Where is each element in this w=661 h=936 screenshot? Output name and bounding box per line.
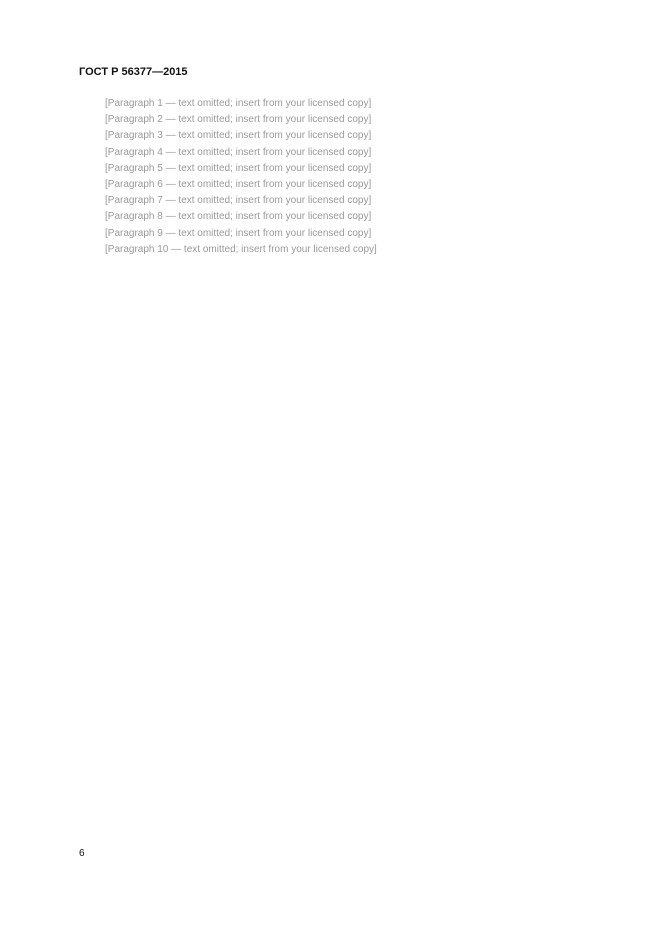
body-paragraph: [Paragraph 1 — text omitted; insert from your licensed copy]: [105, 98, 372, 109]
page-number: 6: [79, 848, 85, 859]
body-paragraph: [Paragraph 5 — text omitted; insert from your licensed copy]: [105, 162, 372, 174]
body-paragraph: [Paragraph 10 — text omitted; insert from your licensed copy]: [105, 243, 377, 255]
body-paragraph: [Paragraph 6 — text omitted; insert from your licensed copy]: [105, 179, 372, 191]
body-paragraph: [Paragraph 9 — text omitted; insert from your licensed copy]: [105, 227, 372, 239]
body-paragraph: [Paragraph 7 — text omitted; insert from your licensed copy]: [105, 195, 372, 207]
document-header: ГОСТ Р 56377—2015: [79, 66, 188, 78]
body-paragraph: [Paragraph 4 — text omitted; insert from your licensed copy]: [105, 146, 372, 158]
body-paragraph: [Paragraph 8 — text omitted; insert from your licensed copy]: [105, 211, 372, 223]
body-paragraph: [Paragraph 2 — text omitted; insert from your licensed copy]: [105, 114, 372, 126]
body-paragraph: [Paragraph 3 — text omitted; insert from your licensed copy]: [105, 130, 372, 142]
document-body: [79, 97, 599, 259]
